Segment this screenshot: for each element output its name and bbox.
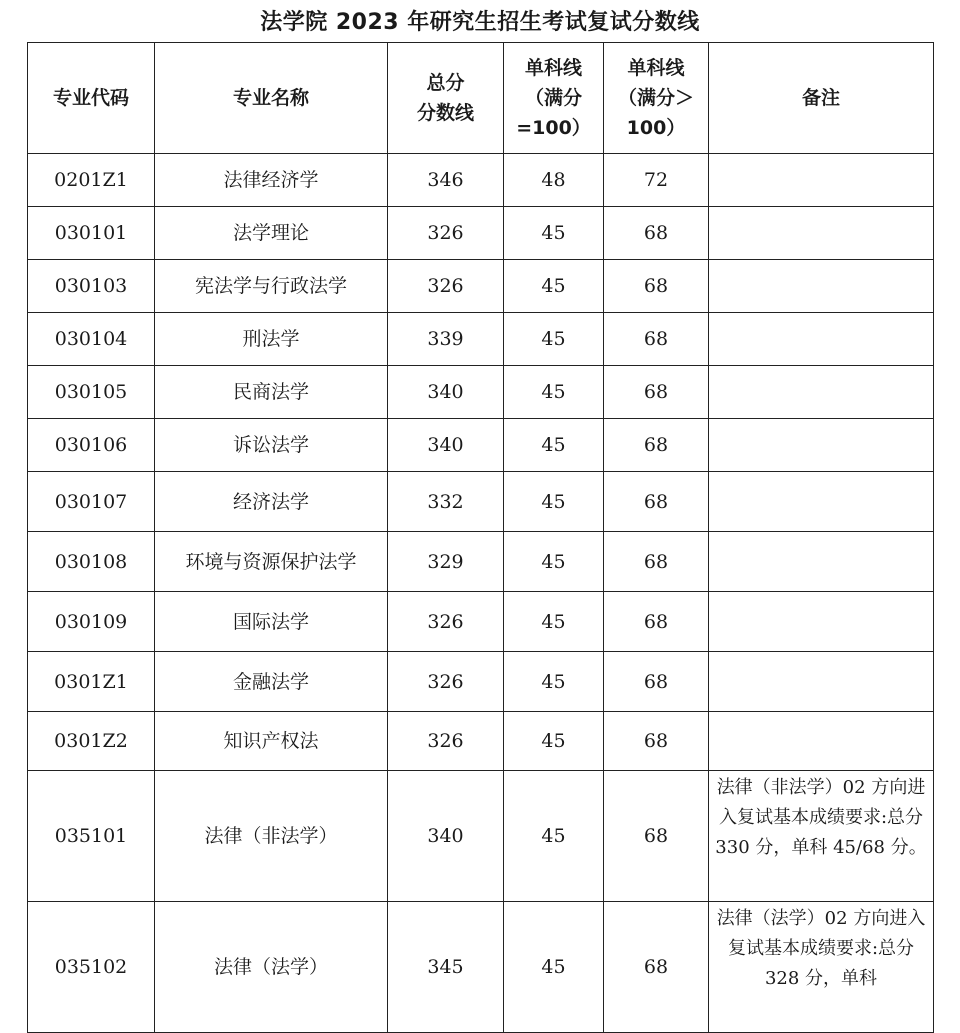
cell-total: 339: [388, 313, 504, 366]
table-header-row: [28, 43, 934, 154]
cell-name: 法律经济学: [155, 154, 388, 207]
cell-name: 金融法学: [155, 652, 388, 712]
cell-single-over-100: 68: [604, 472, 709, 532]
cell-note: [709, 366, 934, 419]
cell-name: 法学理论: [155, 207, 388, 260]
cell-single-over-100: 68: [604, 532, 709, 592]
table-row: [28, 472, 934, 532]
cell-note: [709, 712, 934, 771]
cell-single-100: 45: [504, 771, 604, 902]
table-row: [28, 771, 934, 902]
cell-total: 346: [388, 154, 504, 207]
header-name: 专业名称: [155, 43, 388, 154]
cell-single-100: 45: [504, 260, 604, 313]
cell-single-100: 45: [504, 366, 604, 419]
table-row: [28, 313, 934, 366]
cell-single-100: 45: [504, 313, 604, 366]
cell-single-over-100: 68: [604, 592, 709, 652]
cell-total: 326: [388, 592, 504, 652]
table-row: [28, 592, 934, 652]
cell-code: 035102: [28, 902, 155, 1033]
cell-single-100: 48: [504, 154, 604, 207]
cell-note: [709, 472, 934, 532]
cell-code: 0301Z2: [28, 712, 155, 771]
cell-code: 0301Z1: [28, 652, 155, 712]
cell-code: 030104: [28, 313, 155, 366]
cell-note: [709, 652, 934, 712]
cell-name: 宪法学与行政法学: [155, 260, 388, 313]
cell-single-over-100: 68: [604, 207, 709, 260]
cell-single-100: 45: [504, 472, 604, 532]
cell-note: [709, 419, 934, 472]
cell-name: 环境与资源保护法学: [155, 532, 388, 592]
table-row: [28, 902, 934, 1033]
table-row: [28, 366, 934, 419]
cell-code: 030109: [28, 592, 155, 652]
cell-total: 329: [388, 532, 504, 592]
cell-total: 340: [388, 771, 504, 902]
header-single-over-100: 单科线 （满分＞ 100）: [604, 43, 709, 154]
cell-single-100: 45: [504, 652, 604, 712]
cell-single-over-100: 72: [604, 154, 709, 207]
cell-note: 法律（非法学）02 方向进入复试基本成绩要求:总分 330 分，单科 45/68 分。: [709, 771, 934, 902]
cell-total: 326: [388, 652, 504, 712]
table-row: [28, 712, 934, 771]
cell-name: 国际法学: [155, 592, 388, 652]
table-row: [28, 154, 934, 207]
cell-note: [709, 532, 934, 592]
cell-code: 030105: [28, 366, 155, 419]
cell-code: 030103: [28, 260, 155, 313]
cell-note: [709, 207, 934, 260]
cell-code: 030101: [28, 207, 155, 260]
cell-note: [709, 313, 934, 366]
cell-total: 326: [388, 260, 504, 313]
cell-total: 326: [388, 207, 504, 260]
cell-single-100: 45: [504, 207, 604, 260]
cell-code: 030106: [28, 419, 155, 472]
header-total: 总分 分数线: [388, 43, 504, 154]
score-table: [27, 42, 934, 1033]
header-note: 备注: [709, 43, 934, 154]
cell-single-over-100: 68: [604, 260, 709, 313]
cell-total: 340: [388, 366, 504, 419]
table-row: [28, 419, 934, 472]
cell-total: 340: [388, 419, 504, 472]
cell-code: 0201Z1: [28, 154, 155, 207]
cell-code: 030108: [28, 532, 155, 592]
cell-name: 知识产权法: [155, 712, 388, 771]
cell-note: [709, 260, 934, 313]
cell-code: 030107: [28, 472, 155, 532]
cell-single-100: 45: [504, 902, 604, 1033]
cell-single-over-100: 68: [604, 652, 709, 712]
cell-note: [709, 154, 934, 207]
header-code: 专业代码: [28, 43, 155, 154]
cell-name: 刑法学: [155, 313, 388, 366]
cell-note: 法律（法学）02 方向进入复试基本成绩要求:总分 328 分，单科: [709, 902, 934, 1033]
cell-name: 法律（法学）: [155, 902, 388, 1033]
cell-name: 民商法学: [155, 366, 388, 419]
cell-total: 332: [388, 472, 504, 532]
table-row: [28, 532, 934, 592]
cell-single-over-100: 68: [604, 771, 709, 902]
cell-total: 326: [388, 712, 504, 771]
header-single-100: 单科线 （满分 =100）: [504, 43, 604, 154]
cell-single-over-100: 68: [604, 712, 709, 771]
cell-single-over-100: 68: [604, 419, 709, 472]
table-row: [28, 207, 934, 260]
cell-single-100: 45: [504, 592, 604, 652]
cell-total: 345: [388, 902, 504, 1033]
table-body: [28, 154, 934, 1033]
table-row: [28, 652, 934, 712]
page-title: 法学院 2023 年研究生招生考试复试分数线: [260, 10, 700, 35]
cell-single-100: 45: [504, 419, 604, 472]
cell-single-over-100: 68: [604, 366, 709, 419]
cell-note: [709, 592, 934, 652]
cell-code: 035101: [28, 771, 155, 902]
cell-single-over-100: 68: [604, 313, 709, 366]
cell-single-100: 45: [504, 712, 604, 771]
cell-name: 法律（非法学）: [155, 771, 388, 902]
cell-single-over-100: 68: [604, 902, 709, 1033]
cell-name: 诉讼法学: [155, 419, 388, 472]
table-row: [28, 260, 934, 313]
cell-single-100: 45: [504, 532, 604, 592]
cell-name: 经济法学: [155, 472, 388, 532]
